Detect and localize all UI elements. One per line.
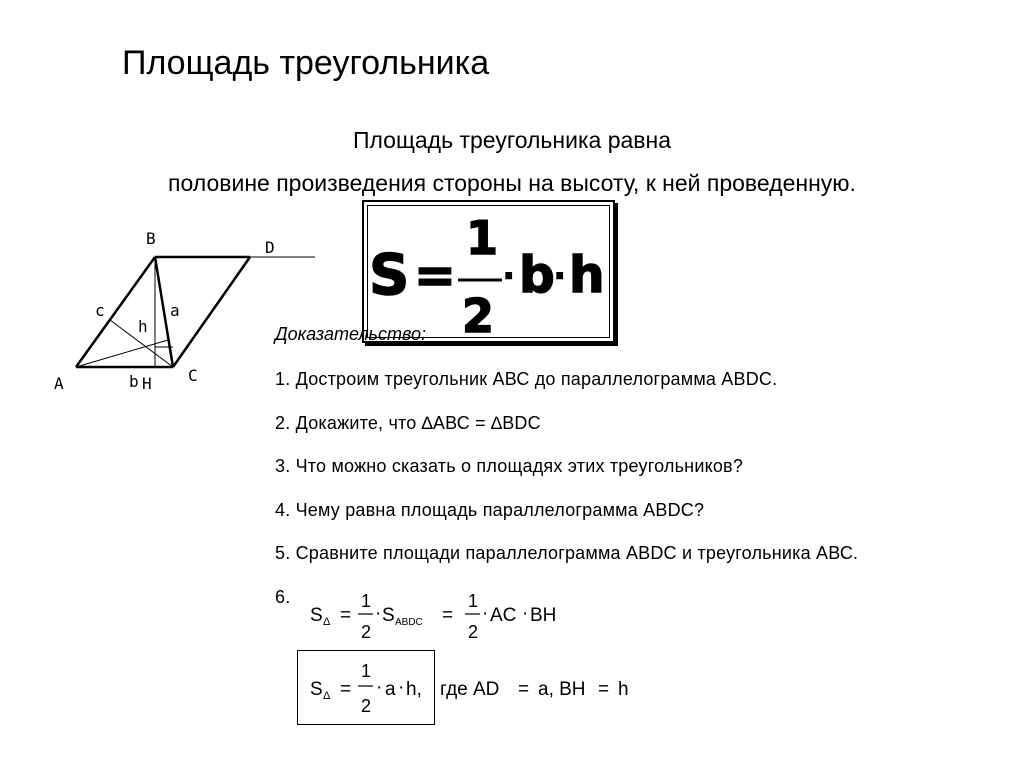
formula-denominator: 2 xyxy=(462,289,495,343)
side-AB xyxy=(76,257,155,367)
eq2-den: 2 xyxy=(361,696,372,716)
formula-h: h xyxy=(569,246,605,304)
eq2-triangle-sub: Δ xyxy=(323,690,331,702)
eq1-den1: 2 xyxy=(361,622,372,642)
eq1-equals2: = xyxy=(442,605,454,626)
eq1-BH: BH xyxy=(530,605,557,626)
side-c-label: c xyxy=(95,301,105,320)
eq2-num: 1 xyxy=(361,661,372,681)
formula-dot2: · xyxy=(554,259,566,294)
proof-step-4: 4. Чему равна площадь параллелограмма ABDC? xyxy=(275,500,705,520)
eq2-S: S xyxy=(310,679,323,700)
eq2-where: где AD xyxy=(440,679,500,700)
area-formula-box xyxy=(362,200,615,343)
theorem-statement-line1: Площадь треугольника равна xyxy=(352,127,672,153)
slide-title: Площадь треугольника xyxy=(122,44,490,82)
eq1-num1: 1 xyxy=(361,591,372,611)
theorem-statement-line2: половине произведения стороны на высоту, к ней проведенную. xyxy=(168,170,856,196)
eq1-equals1: = xyxy=(340,605,352,626)
eq1-triangle-sub: Δ xyxy=(323,616,331,628)
eq1-AC: AC xyxy=(490,605,517,626)
equation-1 xyxy=(300,586,590,646)
formula-dot1: · xyxy=(503,259,515,294)
formula-S: S xyxy=(369,243,410,308)
eq1-abdc-sub: ABDC xyxy=(395,617,423,628)
proof-step-1: 1. Достроим треугольник АВС до параллелограмма ABDC. xyxy=(275,369,778,389)
proof-step-3: 3. Что можно сказать о площадях этих треугольников? xyxy=(275,456,744,476)
foot-H-label: H xyxy=(142,374,152,393)
eq1-dot3: · xyxy=(522,603,529,624)
eq1-S2: S xyxy=(382,605,395,626)
formula-equals: = xyxy=(414,246,456,304)
eq1-den2: 2 xyxy=(468,622,479,642)
proof-step-5: 5. Сравните площади параллелограмма ABDC и треугольника АВС. xyxy=(275,543,859,563)
side-a-label: a xyxy=(170,301,180,320)
proof-heading: Доказательство: xyxy=(275,324,427,344)
eq2-h-comma: h, xyxy=(406,679,422,700)
side-DC xyxy=(173,257,250,367)
eq1-S: S xyxy=(310,605,323,626)
proof-step-2: 2. Докажите, что ∆АВС = ∆BDC xyxy=(275,413,541,433)
vertex-A-label: A xyxy=(54,374,64,393)
vertex-B-label: B xyxy=(146,229,156,248)
eq1-num2: 1 xyxy=(468,591,479,611)
formula-numerator: 1 xyxy=(466,211,499,265)
eq1-dot2: · xyxy=(482,603,489,624)
eq2-a-comma: a, BH xyxy=(538,679,586,700)
eq2-a: a xyxy=(385,679,396,700)
vertex-C-label: C xyxy=(188,366,198,385)
formula-b: b xyxy=(519,246,555,304)
eq2-h: h xyxy=(618,679,629,700)
eq2-equals3: = xyxy=(598,679,610,700)
equation-2 xyxy=(300,656,640,722)
vertex-D-label: D xyxy=(265,238,275,257)
height-h-label: h xyxy=(138,317,148,336)
eq2-dot1: · xyxy=(376,677,383,698)
proof-step-6: 6. xyxy=(275,587,291,607)
base-b-label: b xyxy=(129,372,139,391)
eq2-equals2: = xyxy=(518,679,530,700)
eq2-equals1: = xyxy=(340,679,352,700)
eq2-dot2: · xyxy=(398,677,405,698)
eq1-dot1: · xyxy=(375,603,382,624)
